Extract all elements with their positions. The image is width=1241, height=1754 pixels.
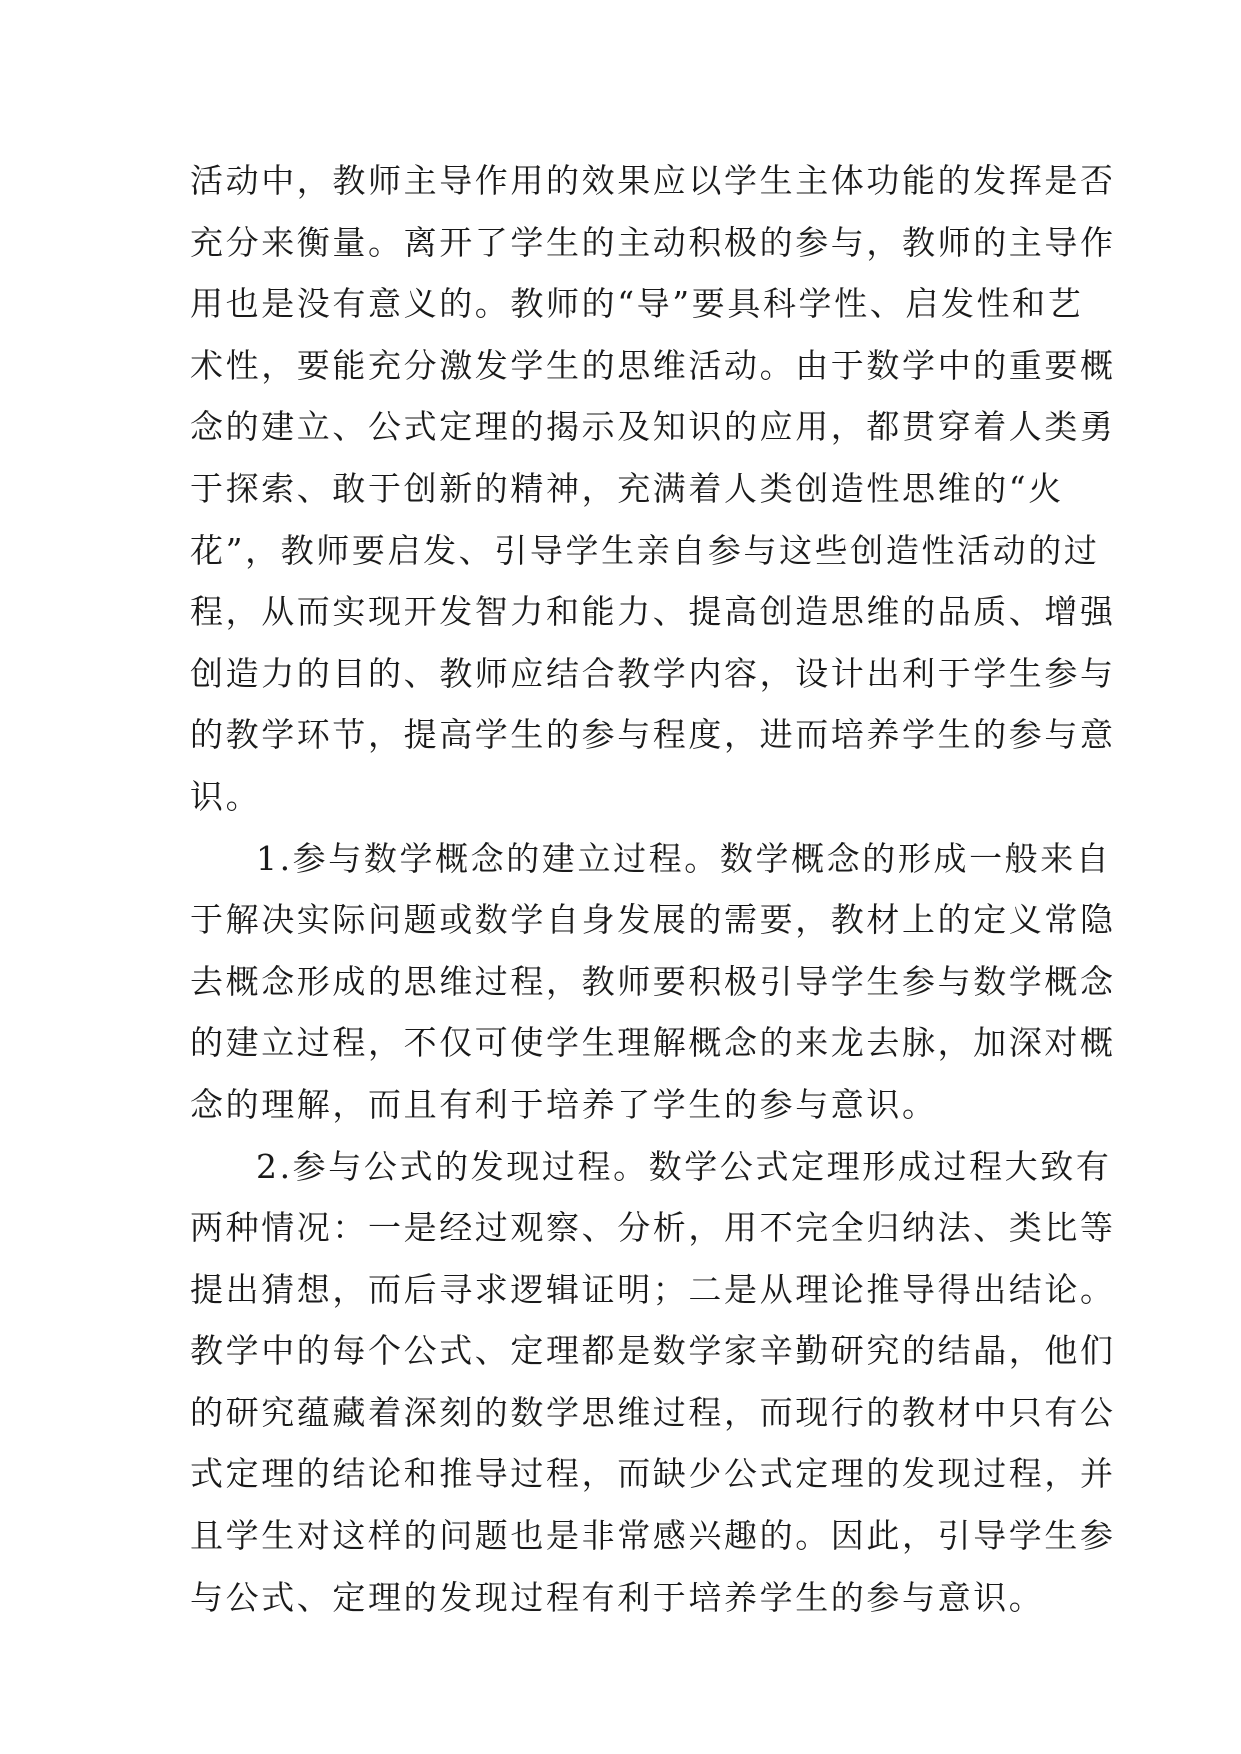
text-line: 式定理的结论和推导过程，而缺少公式定理的发现过程，并	[190, 1454, 1116, 1494]
body-text	[190, 150, 1116, 1628]
text-line: 两种情况：一是经过观察、分析，用不完全归纳法、类比等	[190, 1208, 1116, 1248]
text-line: 教学中的每个公式、定理都是数学家辛勤研究的结晶，他们	[190, 1331, 1116, 1371]
text-line: 于解决实际问题或数学自身发展的需要，教材上的定义常隐	[190, 900, 1116, 940]
text-line: 且学生对这样的问题也是非常感兴趣的。因此，引导学生参	[190, 1516, 1116, 1556]
text-line: 与公式、定理的发现过程有利于培养学生的参与意识。	[190, 1577, 1045, 1617]
paragraph-2	[190, 828, 1116, 1136]
text-line: 花”，教师要启发、引导学生亲自参与这些创造性活动的过	[190, 530, 1100, 570]
text-line: 术性，要能充分激发学生的思维活动。由于数学中的重要概	[190, 345, 1116, 385]
text-line: 去概念形成的思维过程，教师要积极引导学生参与数学概念	[190, 961, 1116, 1001]
text-line: 创造力的目的、教师应结合教学内容，设计出利于学生参与	[190, 653, 1116, 693]
text-line: 念的建立、公式定理的揭示及知识的应用，都贯穿着人类勇	[190, 407, 1116, 447]
text-line: 提出猜想，而后寻求逻辑证明；二是从理论推导得出结论。	[190, 1269, 1116, 1309]
text-line: 识。	[190, 776, 262, 816]
text-line: 程，从而实现开发智力和能力、提高创造思维的品质、增强	[190, 592, 1116, 632]
text-line: 1.参与数学概念的建立过程。数学概念的形成一般来自	[256, 838, 1112, 878]
text-line: 于探索、敢于创新的精神，充满着人类创造性思维的“火	[190, 468, 1064, 508]
text-line: 用也是没有意义的。教师的“导”要具科学性、启发性和艺	[190, 284, 1084, 324]
paragraph-1	[190, 150, 1116, 828]
paragraph-3	[190, 1136, 1116, 1629]
text-line: 的研究蕴藏着深刻的数学思维过程，而现行的教材中只有公	[190, 1392, 1116, 1432]
text-line: 充分来衡量。离开了学生的主动积极的参与，教师的主导作	[190, 222, 1116, 262]
text-line: 念的理解，而且有利于培养了学生的参与意识。	[190, 1084, 938, 1124]
text-line: 的建立过程，不仅可使学生理解概念的来龙去脉，加深对概	[190, 1023, 1116, 1063]
text-line: 的教学环节，提高学生的参与程度，进而培养学生的参与意	[190, 715, 1116, 755]
text-line: 活动中，教师主导作用的效果应以学生主体功能的发挥是否	[190, 161, 1116, 200]
text-line: 2.参与公式的发现过程。数学公式定理形成过程大致有	[256, 1146, 1112, 1186]
